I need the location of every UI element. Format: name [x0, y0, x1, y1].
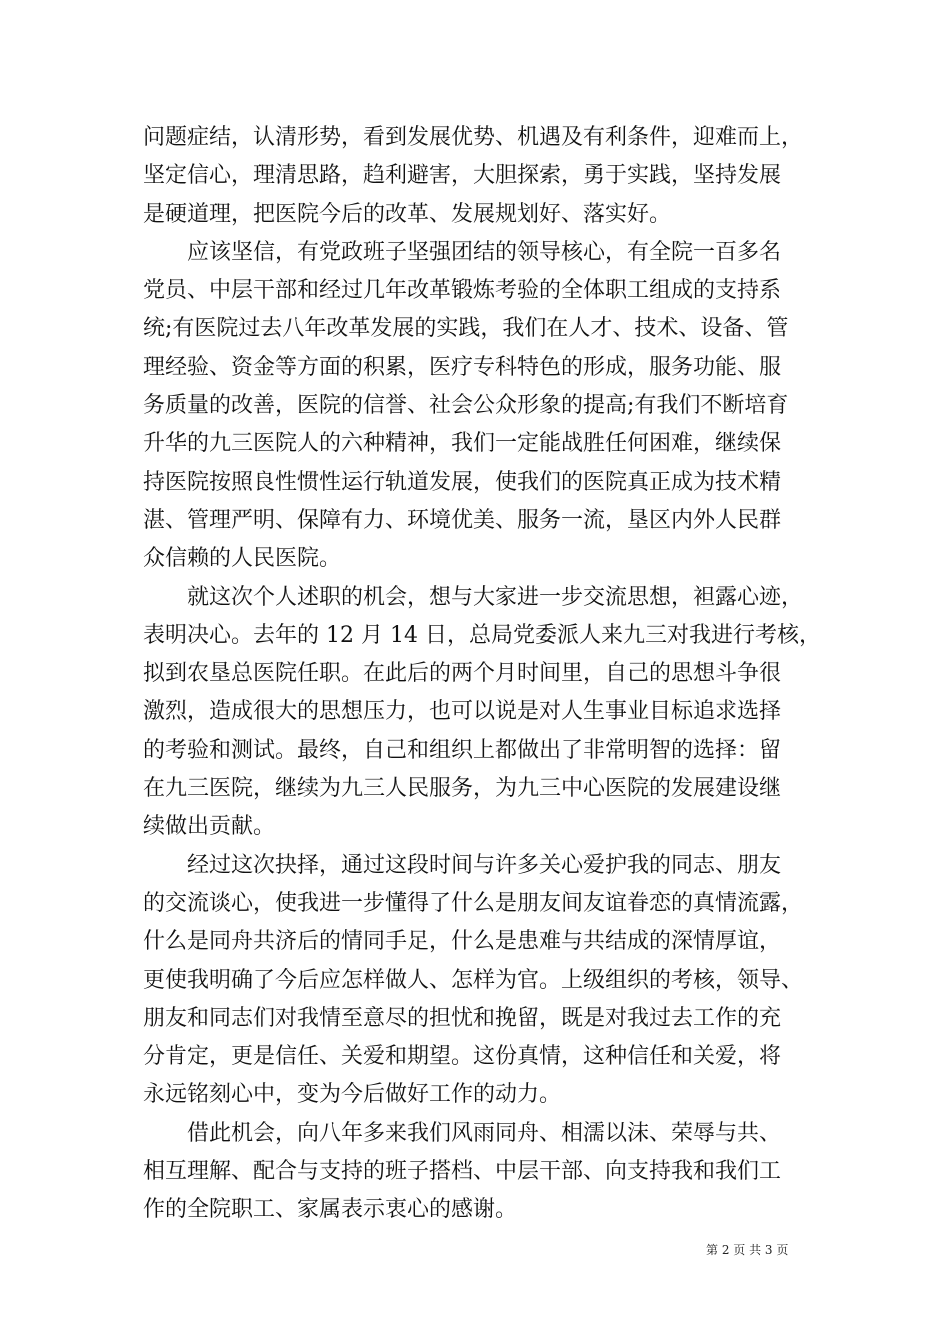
text-line: 升华的九三医院人的六种精神，我们一定能战胜任何困难，继续保 [143, 431, 782, 457]
paragraph [143, 579, 821, 847]
text-line: 的考验和测试。最终，自己和组织上都做出了非常明智的选择：留 [143, 737, 782, 763]
text-line: 相互理解、配合与支持的班子搭档、中层干部、向支持我和我们工 [143, 1159, 782, 1185]
text-line: 经过这次抉择，通过这段时间与许多关心爱护我的同志、朋友 [187, 852, 782, 878]
text-line: 是硬道理，把医院今后的改革、发展规划好、落实好。 [143, 201, 672, 227]
text-line: 理经验、资金等方面的积累，医疗专科特色的形成，服务功能、服 [143, 354, 782, 380]
paragraph [143, 234, 813, 579]
text-line: 就这次个人述职的机会，想与大家进一步交流思想，袒露心迹， [187, 584, 804, 610]
text-line: 务质量的改善，医院的信誉、社会公众形象的提高;有我们不断培育 [143, 393, 789, 419]
text-line: 问题症结，认清形势，看到发展优势、机遇及有利条件，迎难而上， [143, 125, 804, 150]
paragraph [143, 847, 813, 1115]
text-line: 湛、管理严明、保障有力、环境优美、服务一流，垦区内外人民群 [143, 507, 782, 533]
text-line: 更使我明确了今后应怎样做人、怎样为官。上级组织的考核，领导、 [143, 967, 804, 993]
text-line: 分肯定，更是信任、关爱和期望。这份真情，这种信任和关爱，将 [143, 1044, 782, 1070]
text-line: 激烈，造成很大的思想压力，也可以说是对人生事业目标追求选择 [143, 699, 782, 725]
page-number: 第 2 页 共 3 页 [706, 1243, 789, 1257]
text-line: 坚定信心，理清思路，趋利避害，大胆探索，勇于实践，坚持发展 [143, 163, 782, 189]
text-line: 续做出贡献。 [143, 814, 276, 840]
paragraph [143, 119, 813, 234]
text-line: 朋友和同志们对我情至意尽的担忧和挽留，既是对我过去工作的充 [143, 1005, 782, 1031]
text-line: 表明决心。去年的 12 月 14 日，总局党委派人来九三对我进行考核， [143, 622, 821, 648]
text-line: 借此机会，向八年多来我们风雨同舟、相濡以沫、荣辱与共、 [187, 1120, 782, 1146]
text-line: 的交流谈心，使我进一步懂得了什么是朋友间友谊眷恋的真情流露， [143, 890, 804, 916]
text-line: 党员、中层干部和经过几年改革锻炼考验的全体职工组成的支持系 [143, 278, 782, 304]
text-line: 作的全院职工、家属表示衷心的感谢。 [143, 1197, 518, 1223]
text-line: 在九三医院，继续为九三人民服务，为九三中心医院的发展建设继 [143, 776, 782, 802]
text-line: 什么是同舟共济后的情同手足，什么是患难与共结成的深情厚谊， [143, 929, 782, 955]
text-line: 应该坚信，有党政班子坚强团结的领导核心，有全院一百多名 [187, 239, 782, 265]
text-line: 统;有医院过去八年改革发展的实践，我们在人才、技术、设备、管 [143, 316, 789, 342]
text-line: 众信赖的人民医院。 [143, 546, 342, 572]
document-body [143, 119, 821, 1230]
text-line: 持医院按照良性惯性运行轨道发展，使我们的医院真正成为技术精 [143, 469, 782, 495]
paragraph [143, 1115, 813, 1230]
text-line: 拟到农垦总医院任职。在此后的两个月时间里，自己的思想斗争很 [143, 661, 782, 687]
text-line: 永远铭刻心中，变为今后做好工作的动力。 [143, 1082, 562, 1108]
